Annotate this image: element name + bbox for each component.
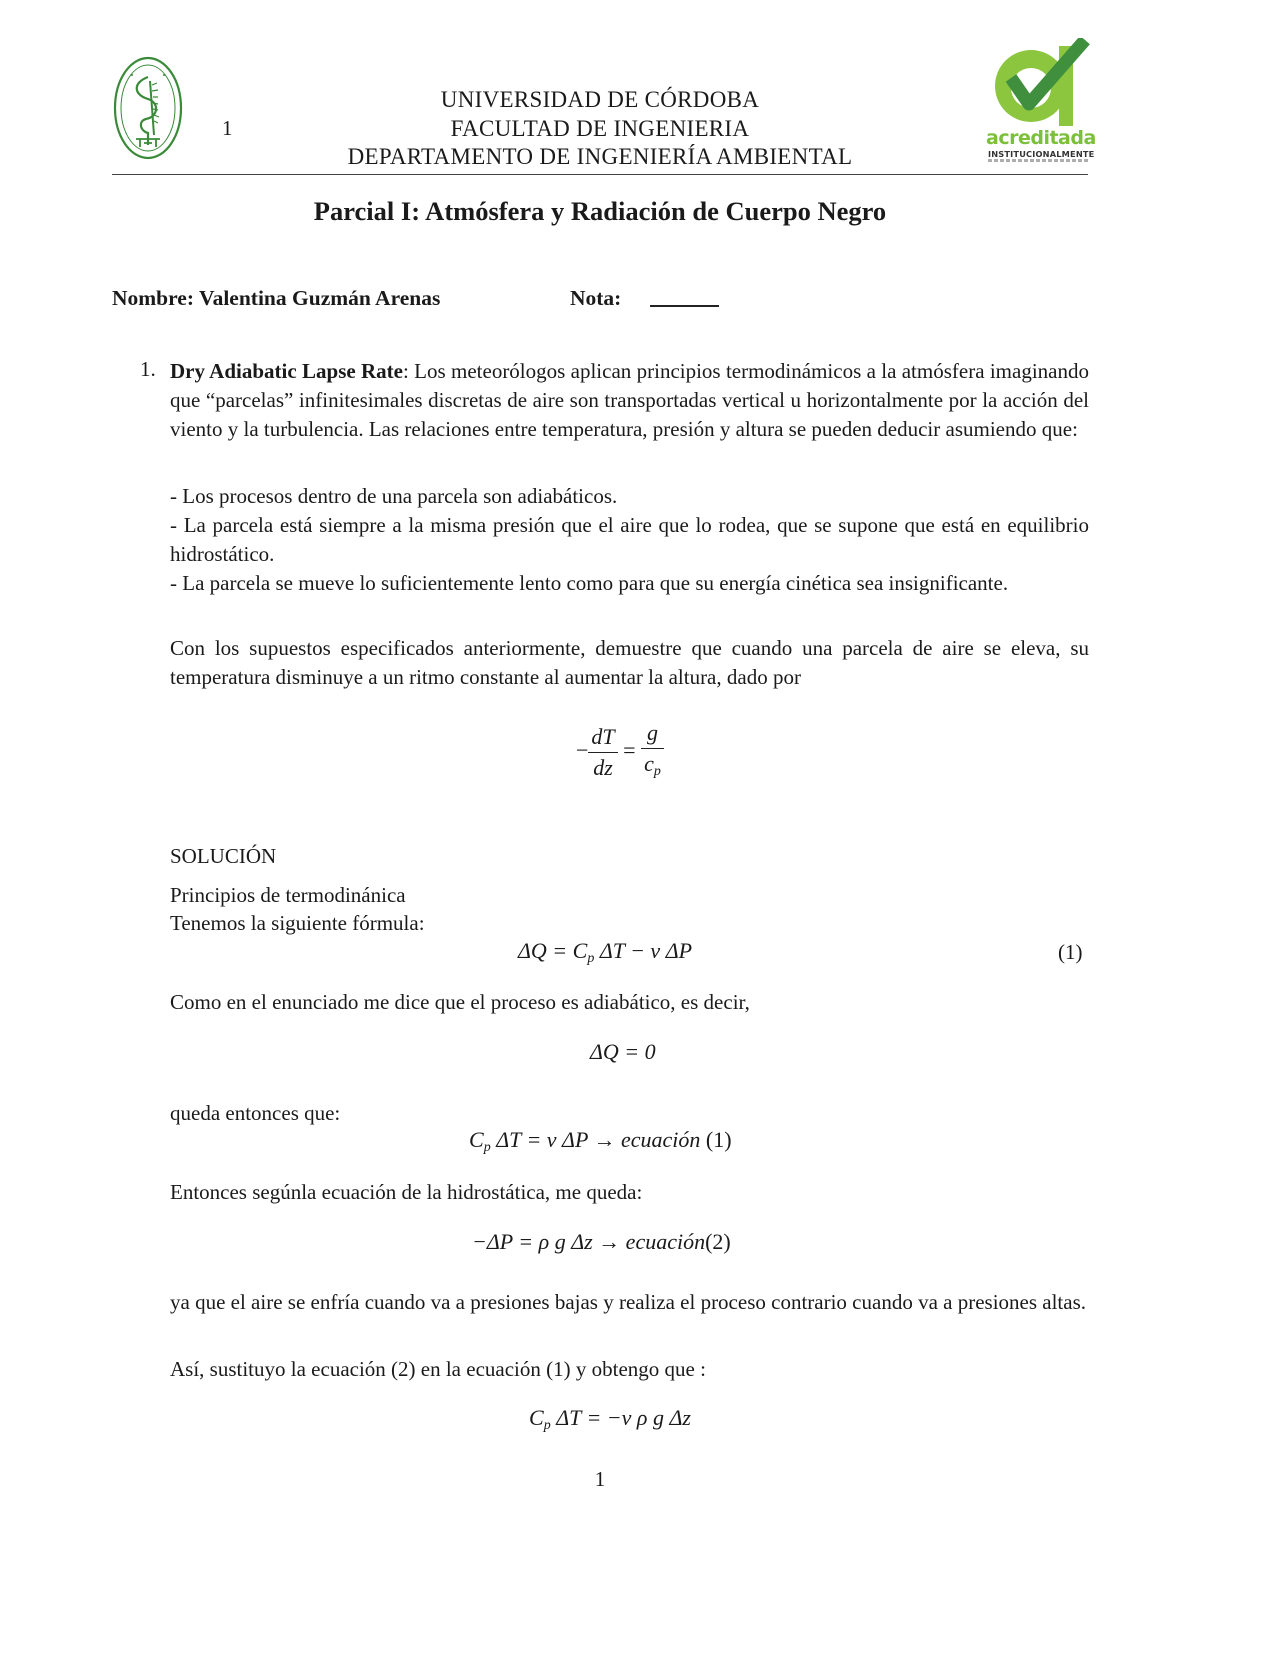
assumption-item: - Los procesos dentro de una parcela son adiabáticos. [170,484,618,508]
problem-number: 1. [140,357,156,381]
equation-b: −ΔP = ρ g Δz → ecuación(2) [472,1229,731,1254]
solution-line: Entonces segúnla ecuación de la hidrostática, me queda: [170,1180,643,1204]
department-name: DEPARTAMENTO DE INGENIERÍA AMBIENTAL [347,144,853,169]
student-name-line [112,286,440,311]
target-equation: − $\frac{dT}{dz}$ = $\frac{g}{c_p}$ [576,718,664,787]
page-number: 1 [594,1467,606,1491]
institution-header [280,86,920,172]
problem-intro-text: : Los meteorólogos aplican principios termodinámicos a la atmósfera imaginando que “parcelas” infinitesimales discretas de aire son transportadas vertical u horizontalmente por la acción del viento y la turbulencia. Las relaciones entre temperatura, presión y altura se pueden deducir asumiendo que: [170,359,1089,441]
solution-paragraph: ya que el aire se enfría cuando va a presiones bajas y realiza el proceso contrario cuando va a presiones altas. [170,1290,1087,1314]
faculty-name: FACULTAD DE INGENIERIA [450,115,750,141]
equation-dq-zero: ΔQ = 0 [590,1039,656,1064]
solution-line: Así, sustituyo la ecuación (2) en la ecuación (1) y obtengo que : [170,1357,706,1381]
solution-line: queda entonces que: [170,1101,341,1125]
exam-title: Parcial I: Atmósfera y Radiación de Cuerpo Negro [313,196,887,226]
solution-line: Tenemos la siguiente fórmula: [170,911,425,935]
header-page-number: 1 [222,116,233,140]
assumptions-list [170,482,1089,598]
grade-blank [650,305,719,307]
accreditation-word: acreditada [986,127,1096,149]
equation-a: $C_p$ ΔT = v ΔP → ecuación (1) [469,1127,732,1155]
university-seal-logo [112,55,184,165]
solution-line: Como en el enunciado me dice que el proceso es adiabático, es decir, [170,990,750,1014]
grade-label: Nota: [570,286,622,310]
header-divider [112,174,1088,175]
problem-intro [170,357,1089,444]
assumption-item: - La parcela está siempre a la misma presión que el aire que lo rodea, que se supone que está en equilibrio hidrostático. [170,513,1089,566]
accreditation-subtitle: INSTITUCIONALMENTE [988,149,1095,159]
solution-heading: SOLUCIÓN [170,844,277,868]
equation-number: (1) [1058,940,1083,964]
problem-heading: Dry Adiabatic Lapse Rate [170,359,403,383]
assumption-item: - La parcela se mueve lo suficientemente lento como para que su energía cinética sea insignificante. [170,571,1009,595]
equation-1: $\Delta Q = C_p$ ΔT − v ΔP [518,938,693,966]
accreditation-fineprint [988,159,1088,162]
problem-statement: Con los supuestos especificados anteriormente, demuestre que cuando una parcela de aire se eleva, su temperatura disminuye a un ritmo constante al aumentar la altura, dado por [170,636,1089,689]
equation-c: $C_p$ ΔT = −v ρ g Δz [529,1405,691,1433]
name-label: Nombre: [112,286,195,310]
solution-line: Principios de termodinánica [170,883,406,907]
student-name: Valentina Guzmán Arenas [199,286,441,310]
university-name: UNIVERSIDAD DE CÓRDOBA [440,87,760,112]
